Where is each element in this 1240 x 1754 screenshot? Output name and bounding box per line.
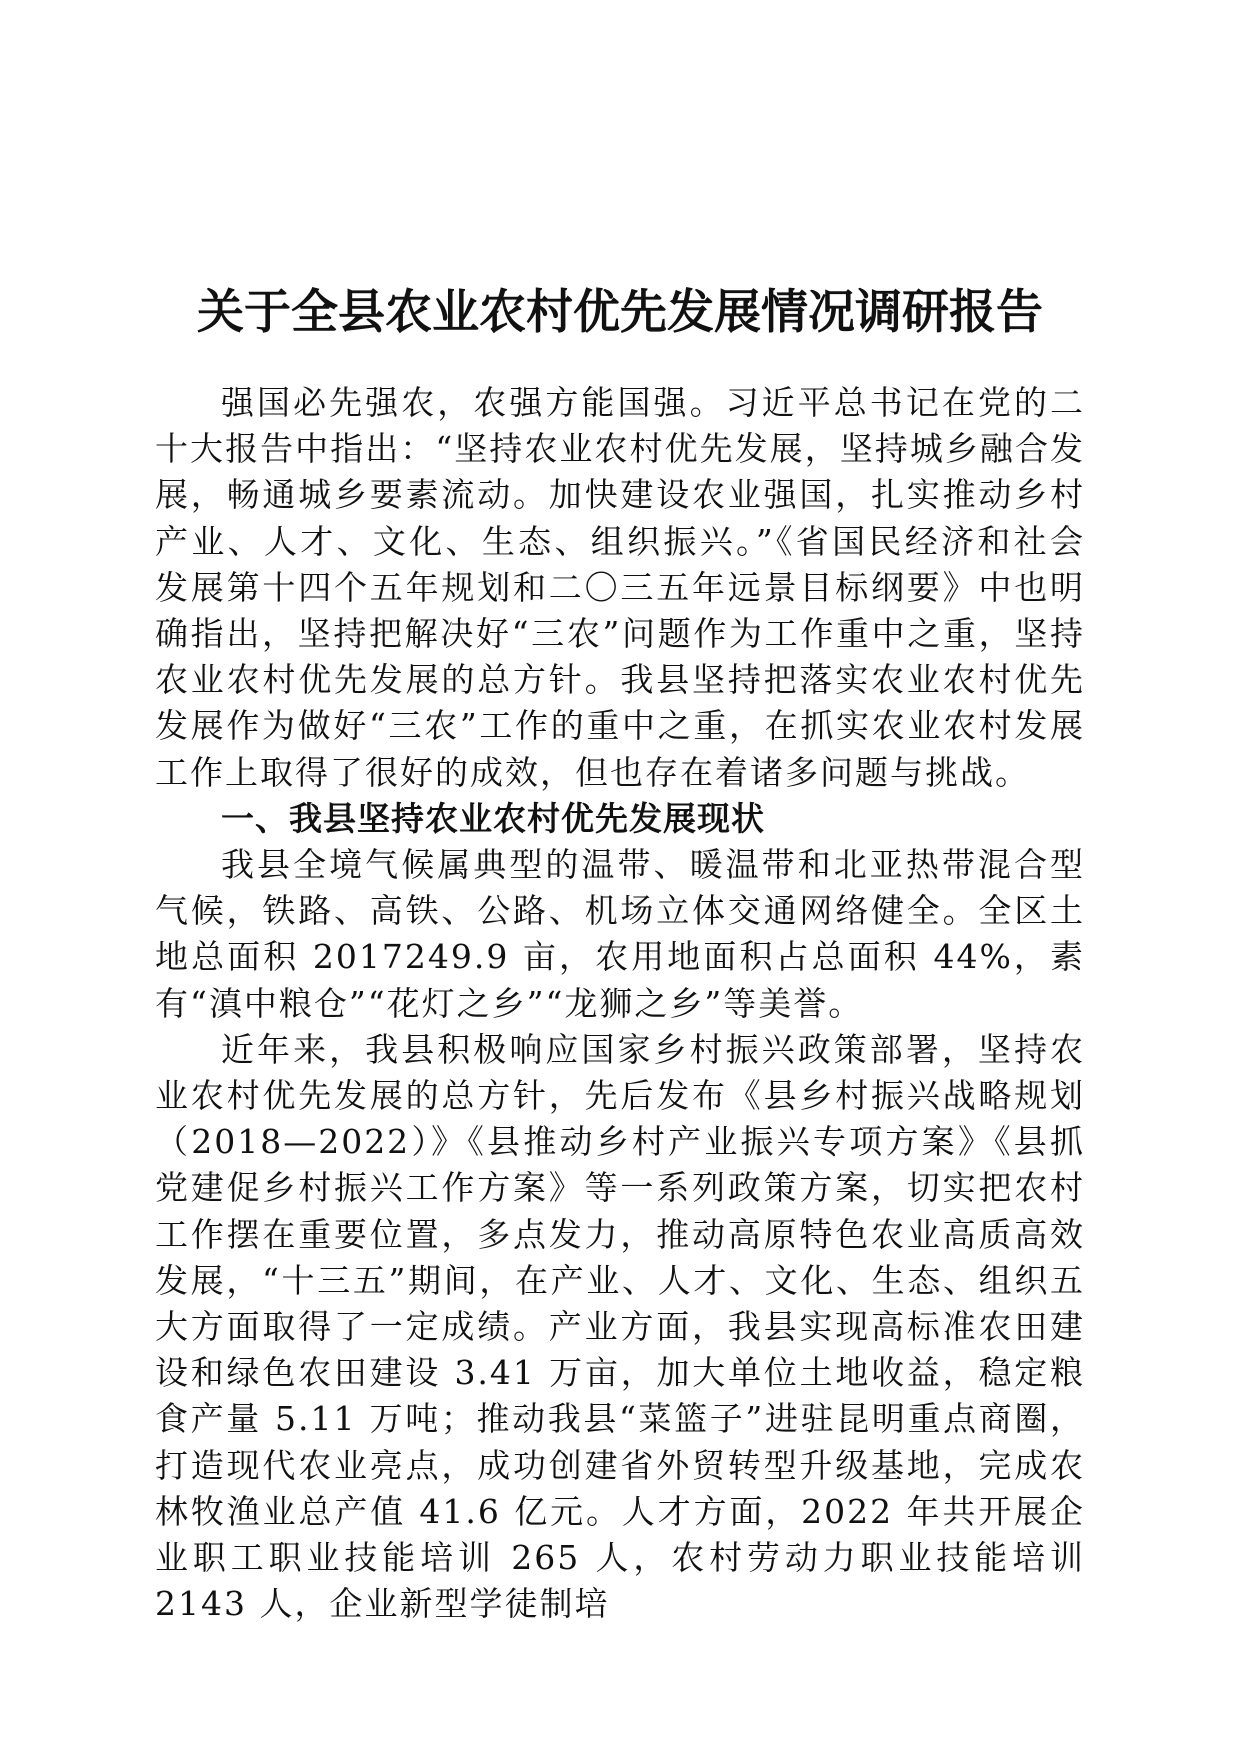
climate-paragraph: 我县全境气候属典型的温带、暖温带和北亚热带混合型气候，铁路、高铁、公路、机场立体交通网络健全。全区土地总面积 2017249.9 亩，农用地面积占总面积 44%，素有“滇中粮仓”“花灯之乡”“龙狮之乡”等美誉。: [155, 845, 1085, 1023]
document-title: 关于全县农业农村优先发展情况调研报告: [197, 285, 1043, 341]
section-heading-1: 一、我县坚持农业农村优先发展现状: [221, 798, 765, 838]
progress-paragraph: 近年来，我县积极响应国家乡村振兴政策部署，坚持农业农村优先发展的总方针，先后发布《县乡村振兴战略规划（2018—2022）》《县推动乡村产业振兴专项方案》《县抓党建促乡村振兴工作方案》等一系列政策方案，切实把农村工作摆在重要位置，多点发力，推动高原特色农业高质高效发展，“十三五”期间，在产业、人才、文化、生态、组织五大方面取得了一定成绩。产业方面，我县实现高标准农田建设和绿色农田建设 3.41 万亩，加大单位土地收益，稳定粮食产量 5.11 万吨；推动我县“菜篮子”进驻昆明重点商圈，打造现代农业亮点，成功创建省外贸转型升级基地，完成农林牧渔业总产值 41.6 亿元。人才方面，2022 年共开展企业职工职业技能培训 265 人，农村劳动力职业技能培训 2143 人，企业新型学徒制培: [155, 1029, 1085, 1624]
intro-paragraph: 强国必先强农，农强方能国强。习近平总书记在党的二十大报告中指出：“坚持农业农村优先发展，坚持城乡融合发展，畅通城乡要素流动。加快建设农业强国，扎实推动乡村产业、人才、文化、生态、组织振兴。”《省国民经济和社会发展第十四个五年规划和二〇三五年远景目标纲要》中也明确指出，坚持把解决好“三农”问题作为工作重中之重，坚持农业农村优先发展的总方针。我县坚持把落实农业农村优先发展作为做好“三农”工作的重中之重，在抓实农业农村发展工作上取得了很好的成效，但也存在着诸多问题与挑战。: [155, 383, 1085, 792]
document-body: [155, 380, 1085, 1627]
